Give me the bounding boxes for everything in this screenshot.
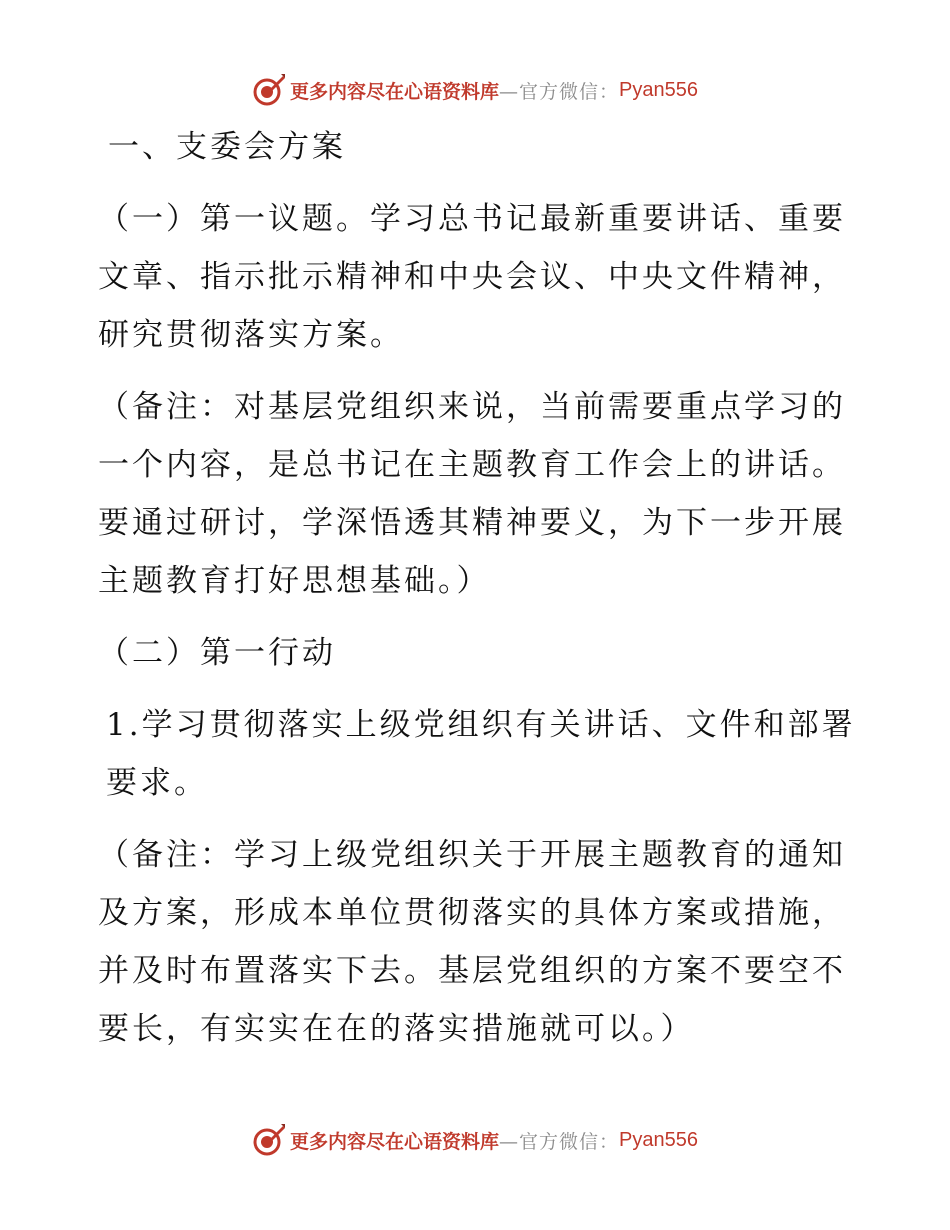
paragraph-note-one: （备注：对基层党组织来说，当前需要重点学习的一个内容，是总书记在主题教育工作会上的讲话。要通过研讨，学深悟透其精神要义，为下一步开展主题教育打好思想基础。）: [98, 389, 846, 599]
paragraph-action-heading: （二）第一行动: [98, 635, 336, 671]
watermark-sub-text: —官方微信：: [499, 1130, 620, 1153]
watermark-main-text: 更多内容尽在心语资料库: [290, 1130, 500, 1153]
paragraph-item-one: 1.学习贯彻落实上级党组织有关讲话、文件和部署要求。: [106, 707, 856, 801]
pen-logo-icon: [252, 73, 286, 107]
document-body: [98, 118, 858, 1058]
watermark-wechat-id: Pyan556: [619, 78, 698, 101]
section-heading: 一、支委会方案: [108, 129, 346, 165]
watermark-main-text: 更多内容尽在心语资料库: [290, 80, 500, 103]
pen-logo-icon: [252, 1123, 286, 1157]
watermark-sub-text: —官方微信：: [499, 80, 620, 103]
watermark-wechat-id: Pyan556: [619, 1128, 698, 1151]
watermark-banner-top: [0, 70, 950, 110]
paragraph-topic-one: （一）第一议题。学习总书记最新重要讲话、重要文章、指示批示精神和中央会议、中央文件精神，研究贯彻落实方案。: [98, 201, 846, 353]
paragraph-note-two: （备注：学习上级党组织关于开展主题教育的通知及方案，形成本单位贯彻落实的具体方案或措施，并及时布置落实下去。基层党组织的方案不要空不要长，有实实在在的落实措施就可以。）: [98, 837, 846, 1047]
watermark-banner-bottom: [0, 1120, 950, 1160]
